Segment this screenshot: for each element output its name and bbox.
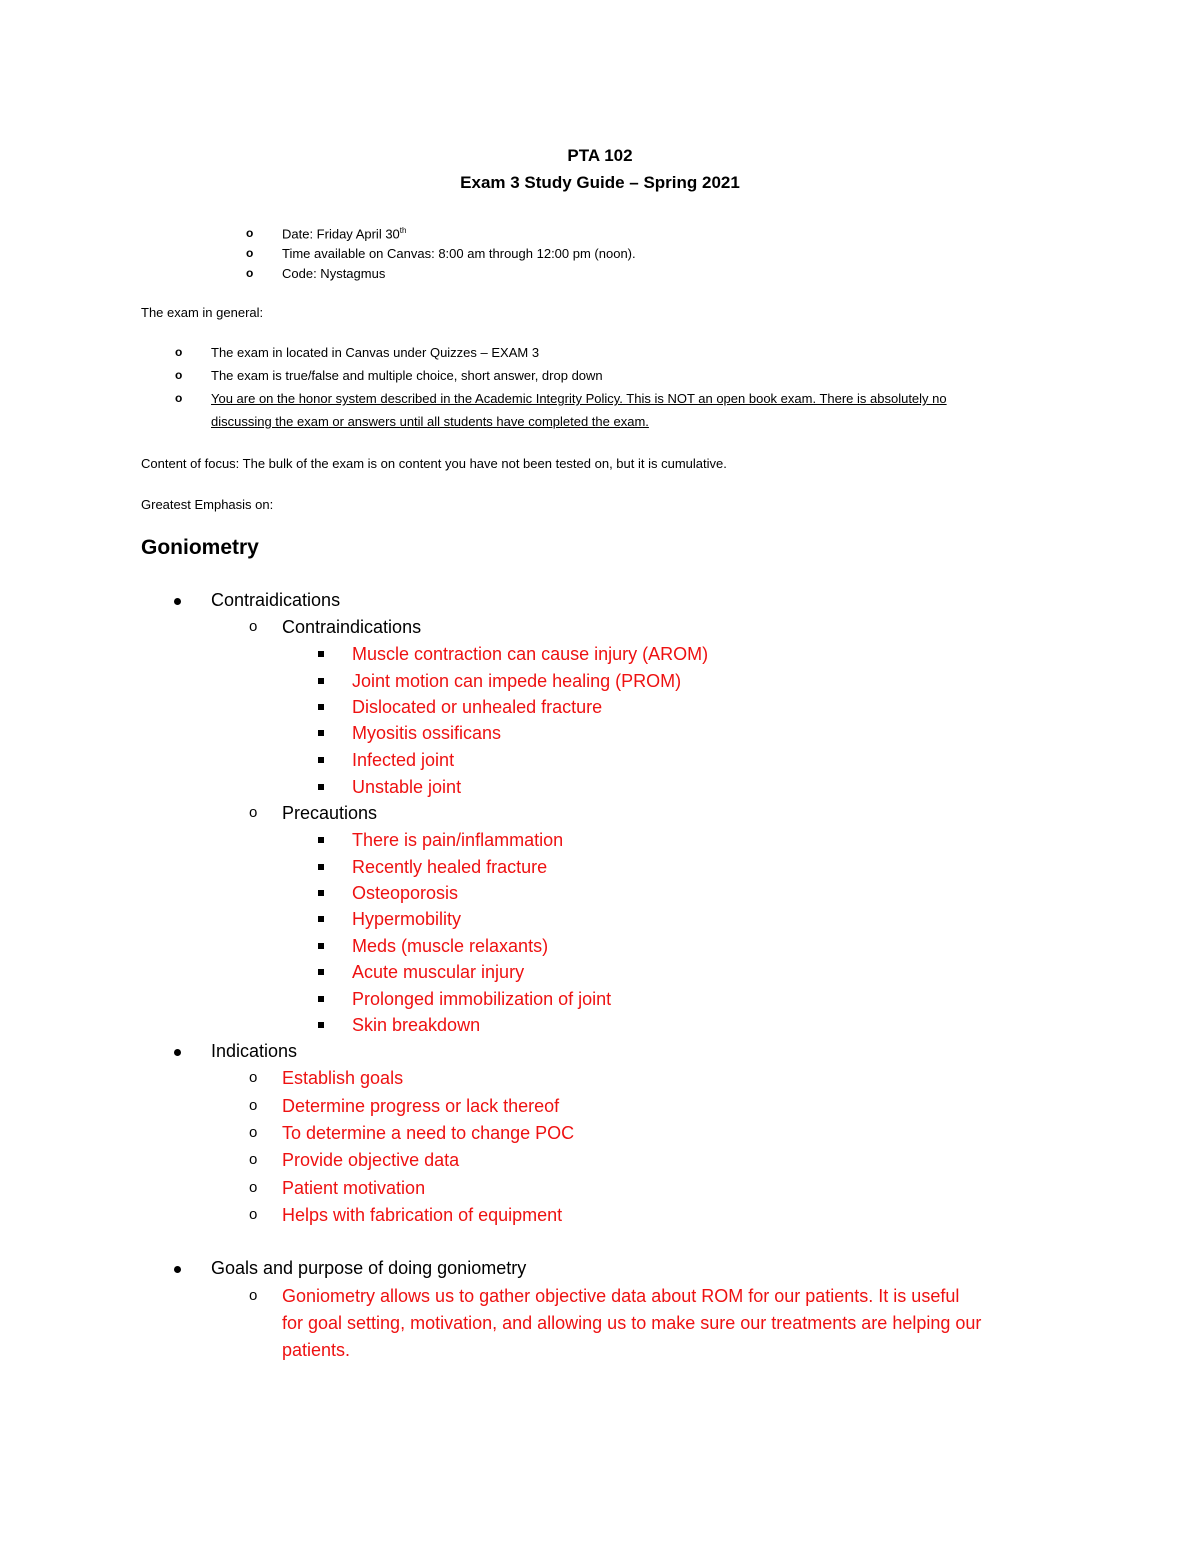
indication-item: Helps with fabrication of equipment	[282, 1205, 563, 1225]
precaution-item: Meds (muscle relaxants)	[352, 936, 549, 956]
bullet-square-icon	[318, 704, 324, 710]
bullet-o-icon: o	[246, 266, 254, 280]
precaution-item: Prolonged immobilization of joint	[352, 989, 612, 1009]
bullet-o-icon: o	[249, 804, 258, 821]
indication-item: Establish goals	[282, 1068, 404, 1088]
bullet-square-icon	[318, 916, 324, 922]
precaution-item: Osteoporosis	[352, 883, 459, 903]
bullet-dot-icon	[174, 598, 181, 605]
bullet-o-icon: o	[249, 618, 258, 635]
precaution-item: There is pain/inflammation	[352, 830, 564, 850]
bullet-o-icon: o	[249, 1287, 258, 1304]
contra-item: Dislocated or unhealed fracture	[352, 697, 603, 717]
bullet-square-icon	[318, 678, 324, 684]
precaution-item: Acute muscular injury	[352, 962, 525, 982]
bullet-square-icon	[318, 943, 324, 949]
general-item: The exam is true/false and multiple choice, short answer, drop down	[211, 368, 603, 383]
indication-item: Determine progress or lack thereof	[282, 1096, 560, 1116]
goals-label: Goals and purpose of doing goniometry	[211, 1258, 527, 1278]
goals-text: patients.	[282, 1340, 351, 1360]
bullet-o-icon: o	[249, 1179, 258, 1196]
emphasis-label: Greatest Emphasis on:	[141, 497, 274, 512]
precaution-item: Skin breakdown	[352, 1015, 481, 1035]
exam-date: Date: Friday April 30th	[282, 226, 407, 242]
bullet-square-icon	[318, 784, 324, 790]
contra-sub-label: Contraindications	[282, 617, 422, 637]
bullet-square-icon	[318, 864, 324, 870]
bullet-square-icon	[318, 969, 324, 975]
bullet-o-icon: o	[175, 391, 183, 405]
bullet-o-icon: o	[246, 246, 254, 260]
bullet-o-icon: o	[246, 226, 254, 240]
general-label: The exam in general:	[141, 305, 264, 320]
bullet-o-icon: o	[249, 1151, 258, 1168]
bullet-square-icon	[318, 996, 324, 1002]
exam-code: Code: Nystagmus	[282, 266, 386, 281]
precaution-item: Recently healed fracture	[352, 857, 548, 877]
indication-item: Patient motivation	[282, 1178, 426, 1198]
contra-item: Muscle contraction can cause injury (AROM)	[352, 644, 709, 664]
bullet-o-icon: o	[249, 1206, 258, 1223]
bullet-o-icon: o	[249, 1069, 258, 1086]
contra-item: Joint motion can impede healing (PROM)	[352, 671, 682, 691]
bullet-square-icon	[318, 1022, 324, 1028]
goals-text: Goniometry allows us to gather objective data about ROM for our patients. It is useful	[282, 1286, 960, 1306]
bullet-dot-icon	[174, 1049, 181, 1056]
precaution-item: Hypermobility	[352, 909, 462, 929]
bullet-square-icon	[318, 837, 324, 843]
content-focus: Content of focus: The bulk of the exam is on content you have not been tested on, but it is cumulative.	[141, 456, 727, 471]
indication-item: Provide objective data	[282, 1150, 460, 1170]
bullet-o-icon: o	[249, 1124, 258, 1141]
section-heading: Goniometry	[141, 536, 259, 559]
contra-item: Unstable joint	[352, 777, 462, 797]
honor-policy-line: You are on the honor system described in the Academic Integrity Policy. This is NOT an open book exam. There is absolutely no	[211, 391, 947, 406]
bullet-o-icon: o	[175, 345, 183, 359]
course-title: PTA 102	[567, 146, 633, 165]
guide-subtitle: Exam 3 Study Guide – Spring 2021	[460, 173, 740, 192]
bullet-square-icon	[318, 651, 324, 657]
bullet-square-icon	[318, 890, 324, 896]
bullet-o-icon: o	[249, 1097, 258, 1114]
indication-item: To determine a need to change POC	[282, 1123, 575, 1143]
bullet-square-icon	[318, 757, 324, 763]
general-item: The exam in located in Canvas under Quizzes – EXAM 3	[211, 345, 540, 360]
exam-time: Time available on Canvas: 8:00 am through 12:00 pm (noon).	[282, 246, 636, 261]
contra-label: Contraidications	[211, 590, 341, 610]
bullet-square-icon	[318, 730, 324, 736]
contra-item: Myositis ossificans	[352, 723, 502, 743]
indications-label: Indications	[211, 1041, 298, 1061]
goals-text: for goal setting, motivation, and allowing us to make sure our treatments are helping our	[282, 1313, 982, 1333]
bullet-o-icon: o	[175, 368, 183, 382]
honor-policy-line: discussing the exam or answers until all students have completed the exam.	[211, 414, 649, 429]
precautions-label: Precautions	[282, 803, 378, 823]
bullet-dot-icon	[174, 1266, 181, 1273]
contra-item: Infected joint	[352, 750, 455, 770]
